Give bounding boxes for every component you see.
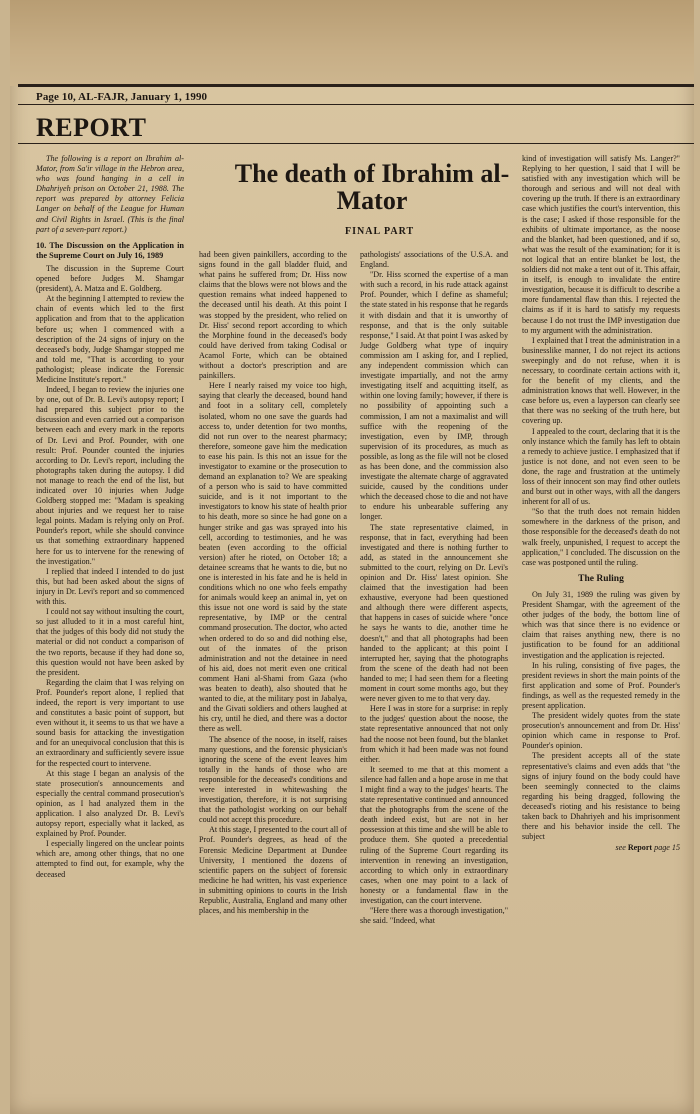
paragraph: had been given painkillers, according to the signs found in the gall bladder fluid, and what pains he suffered from; Dr. Hiss now claims that the blows were not blows and the question remains what indeed happened to the deceased until his death. At this point I was stopped by the president, who relied on Dr. Hiss' second report according to which the Morphine found in the deceased's body could have derived from taking Codisal or Acamol Forte, which can be obtained without a doctor's prescription and are painkillers. (199, 250, 347, 381)
paragraph: The absence of the noose, in itself, raises many questions, and the forensic physician's ignoring the scene of the event leaves him totally in the hands of those who are responsible for the deceased's conditions and were interested in whitewashing the investigation, therefore, it is not surprising that the pathologist working on our behalf could not accept this procedure. (199, 734, 347, 825)
paragraph: I could not say without insulting the court, so just alluded to it in a most careful hint, that the judges of this body did not study the material or did not conduct a comparison of the two reports, because if they had done so, this question would not have been asked by the president. (36, 607, 184, 677)
article-subhead: FINAL PART (345, 226, 415, 237)
paragraph: Indeed, I began to review the injuries one by one, out of Dr. B. Levi's autopsy report; I had prepared this subject prior to the discussion and even carried out a comparison between each and every mark in the reports of Dr. Levi and Prof. Pounder, with one result: Prof. Pounder counted the injuries according to Dr. Levi's report, including the photographs taken during the autopsy. I did not manage to reach the end of the list, but indicated over 10 injuries when Judge Goldberg stopped me: "Madam is speaking about injuries and we request her to raise legal points. Madam is relying only on Prof. Pounder's report, while she should convince us that something extraordinary happened here for us to intervene for the renewing of the investigation." (36, 385, 184, 566)
continuation-prefix: see (615, 843, 626, 853)
paragraph: Regarding the claim that I was relying on Prof. Pounder's report alone, I replied that indeed, the report is very important to use and constitutes a basic point of support, but even without it, it seems to us that we have a sound basis for attacking the investigation and for an unequivocal conclusion that this is an extraordinary and sufficiently severe issue for the respected court to intervene. (36, 677, 184, 768)
paragraph: "So that the truth does not remain hidden somewhere in the darkness of the prison, and those responsible for the deceased's death do not walk freely, unpunished, I request to accept the application," I concluded. The discussion on the case was postponed until the ruling. (522, 507, 680, 567)
section-rule (18, 143, 694, 144)
paragraph: At the beginning I attempted to review the chain of events which led to the first application and from that to the application before us; when I commenced with a description of the 24 signs of injury on the deceased's body, Judge Shamgar stopped me and told me, "That is according to your pathologist; please indicate the Forensic Medicine Institute's report." (36, 294, 184, 384)
paragraph: pathologists' associations of the U.S.A. and England. (360, 250, 508, 270)
section-title: REPORT (36, 113, 147, 142)
paragraph: On July 31, 1989 the ruling was given by President Shamgar, with the agreement of the other judges of the body, the bottom line of which was that since there is no evidence or claim that raises anything new, there is no justification to be found for an additional investigation and the application is rejected. (522, 589, 680, 660)
paragraph: In his ruling, consisting of five pages, the president reviews in short the main points of the first application and some of Prof. Pounder's findings, as well as the requested remedy in the present application. (522, 660, 680, 710)
paragraph: I appealed to the court, declaring that it is the only instance which the family has left to obtain a remedy to achieve justice. I emphasized that if justice is not done, and not even seen to be done, the rage and frustration at the untimely loss of their innocent son may find other outlets and burst out in other ways, with all the dangers inherent for all of us. (522, 426, 680, 507)
paragraph: Here I nearly raised my voice too high, saying that clearly the deceased, bound hand and foot in a solitary cell, completely isolated, whom no one save the guards had access to, under detention for two months, did not run over to the nearest pharmacy; therefore, someone gave him the medication to ease his pain. Is this not an issue for the investigator to examine or the prosecution to demand an explanation to? We are speaking of a person who is said to have committed suicide, and is it not important to the investigators to know his state of health prior to his death, more so since he had gone on a hunger strike and gas was sprayed into his cell, according to testimonies, and he was beaten (even according to the official version) after he rioted, on October 18; a detainee screams that he wants to die, but no one is interested in his fate and he is held in conditions which no one who feels empathy for animals would keep an animal in, yet on this issue not one word is said by the state representative, by IMP or the central command prosecution. The doctor, who acted when ordered to do so and did nothing else, out of the inmates of the prison administration and not the detainee in need of his aid, does not merit even one critical comment Hani al-Shami from Gaza (who was beaten to death), also shouted that he wanted to die, at the military post in Jabalya, and the Givati soldiers and others laughed at his cry, until he died, and there was a doctor there as well. (199, 381, 347, 734)
paragraph: I replied that indeed I intended to do just this, but had been asked about the signs of injury in Dr. Levi's report and so commenced with this. (36, 566, 184, 607)
page-header: Page 10, AL-FAJR, January 1, 1990 (36, 91, 208, 103)
newspaper-page (10, 0, 694, 1114)
paragraph: "Here there was a thorough investigation," she said. "Indeed, what (360, 906, 508, 926)
paragraph: "Dr. Hiss scorned the expertise of a man with such a record, in his rude attack against Prof. Pounder, which I define as shameful; the state stated in his response that he regards it with disdain and that it is unworthy of response, and that is the only suitable response," I said. At that point I was asked by Judge Goldberg what type of inquiry commission am I asking for, and I replied, any independent commission which can investigate impartially, and not the army investigating itself and acquitting itself, as within one loving family; however, if there is no possibility of appointing such a commission, I am not a maximalist and will suffice with the reopening of the investigation, even by IMP, through supervision of its procedures, as much as possible, as long as the file will not be closed as has been done, and the commission also investigate the alternate charge of aggravated suicide, caused by the conditions under which the deceased chose to die and not have to endure his unbearable suffering any longer. (360, 270, 508, 522)
header-rule-top (18, 84, 694, 87)
section-heading: 10. The Discussion on the Application in the Supreme Court on July 16, 1989 (36, 240, 184, 260)
ruling-heading: The Ruling (578, 573, 624, 584)
column-1 (36, 154, 184, 880)
continuation-note (522, 843, 680, 853)
column-4 (522, 154, 680, 853)
article-title (230, 160, 514, 215)
header-rule-bottom (18, 104, 694, 105)
column-3 (360, 250, 508, 926)
paragraph: The president widely quotes from the state prosecution's announcement and from Dr. Hiss' opinion which came in response to Prof. Pounder's opinion. (522, 711, 680, 751)
continuation-ref: Report (627, 843, 653, 853)
ruling-body (522, 590, 680, 842)
column-1-body (36, 264, 184, 880)
paragraph: I explained that I treat the administration in a businesslike manner, I do not reject its actions sweepingly and do not refuse, when it is necessary, to coordinate certain actions with it, for the benefit of my clients, and the administration knows that well. However, in the case before us, even a layperson can clearly see that there was no seeking of the truth here, but covering up. (522, 335, 680, 426)
paragraph: At this stage I began an analysis of the state prosecution's announcements and especially the central command prosecution's opinion, as I had analyzed them in the application. I also analyzed Dr. B. Levi's autopsy report, especially what it lacked, as explained by Prof. Pounder. (36, 768, 184, 839)
page-top-margin (10, 0, 694, 86)
paragraph: It seemed to me that at this moment a silence had fallen and a hope arose in me that I might find a way to the judges' hearts. The state representative continued and announced that the photographs from the scene of the death indeed exist, but are not in her possession at this time and she will be able to produce them. She quoted a precedential ruling of the Supreme Court regarding its intervention in renewing an investigation, according to which only in extraordinary cases, when one may point to a lack of honesty or a fundamental flaw in the investigation, can the court intervene. (360, 764, 508, 905)
paragraph: I especially lingered on the unclear points which are, among other things, that no one attempted to find out, for example, why the deceased (36, 839, 184, 879)
column-4-body (522, 154, 680, 568)
column-2 (199, 250, 347, 916)
paragraph: The discussion in the Supreme Court opened before Judges M. Shamgar (president), A. Matza and E. Goldberg. (36, 263, 184, 294)
paragraph: The state representative claimed, in response, that in fact, everything had been investigated and there is nothing further to add, as stated in the announcement she submitted to the court, relying on Dr. Levi's opinion and Dr. Hiss' latest opinion. She claimed that the investigation had been exhaustive, everyone had been questioned and although there were different aspects, that happens in cases of suicide where "once he says he wants to die, another time he doesn't," and that all photographs had been handed to the applicant; at this point I interrupted her, saying that the photographs from the scene of the death had not been handed to me; I had seen them for a fleeting moment in court some months ago, but they were never given to me to that very day. (360, 522, 508, 704)
continuation-page: page 15 (654, 843, 680, 853)
paragraph: kind of investigation will satisfy Ms. Langer?" Replying to her question, I said that I will be satisfied with any investigation which will be thorough and serious and will not deal with covering up the truth. If there is an extraordinary case which justifies the court's intervention, this is the case; I asked if those responsible for the exhibits of ultimate importance, as the noose and the blanket, had been questioned, and if so, what was the result of the examination; for it is not logical that an entire blanket be lost, the soldiers did not make a tent out of it. This affair, in itself, is enough to invalidate the entire investigation, because it is difficult to describe a more fundamental flaw than this. I rejected the claims as if it is hard to satisfy my requests because I do not trust the IMP investigation due to my argument with the administration. (522, 154, 680, 335)
article-intro: The following is a report on Ibrahim al-Mator, from Sa'ir village in the Hebron area, who was found hanging in a cell in Dhahriyeh prison on October 21, 1988. The report was prepared by attorney Felicia Langer on behalf of the League for Human and Civil Rights in Israel. (This is the final part of a seven-part report.) (36, 154, 184, 234)
article-title-text: The death of Ibrahim al-Mator (234, 159, 510, 216)
paragraph: The president accepts all of the state representative's claims and even adds that "the signs of injury found on the body could have been seemingly connected to the claims regarding his being dragged, following the deceased's rioting and his resistance to being taken back to Dhahriyeh and his imprisonment there and his behavior inside the cell. The subject (522, 751, 680, 842)
paragraph: Here I was in store for a surprise: in reply to the judges' question about the noose, the state representative announced that not only had the noose not been found, but the blanket from which it had been made was not found either. (360, 704, 508, 764)
column-3-body (360, 250, 508, 926)
column-2-body (199, 250, 347, 916)
paragraph: At this stage, I presented to the court all of Prof. Pounder's degrees, as head of the Forensic Medicine Department at Dundee University, I mentioned the dozens of scientific papers on the subject of forensic medicine he had written, his vast experience in submitting opinions to courts in the Irish Republic, Australia, England and many other places, and his membership in the (199, 825, 348, 916)
